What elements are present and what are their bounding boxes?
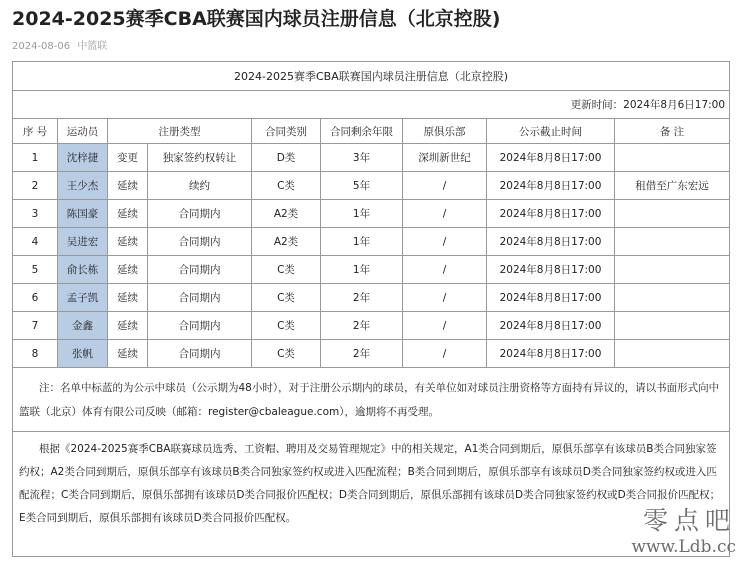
cell-contract-class: A2类 [252,200,321,228]
cell-deadline: 2024年8月8日17:00 [487,340,615,368]
cell-remarks [615,200,730,228]
cell-former-club: / [403,228,487,256]
cell-reg-detail: 合同期内 [148,200,252,228]
table-row [13,312,730,340]
cell-deadline: 2024年8月8日17:00 [487,228,615,256]
cell-player: 王少杰 [58,172,108,200]
watermark-name: 零点吧 [642,506,736,535]
header-contract-class: 合同类别 [252,119,321,144]
cell-years-left: 2年 [321,312,403,340]
cell-contract-class: C类 [252,172,321,200]
rules-body: 根据《2024-2025赛季CBA联赛球员选秀、工资帽、聘用及交易管理规定》中的相关规定，A1类合同到期后，原俱乐部享有该球员B类合同独家签约权；A2类合同到期后，原俱乐部享有该球员B类合同独家签约权或进入匹配流程；B类合同到期后，原俱乐部享有该球员D类合同独家签约权或进入匹配流程；C类合同到期后，原俱乐部拥有该球员D类合同报价匹配权；D类合同到期后，原俱乐部拥有该球员D类合同独家签约权或D类合同报价匹配权；E类合同到期后，原俱乐部拥有该球员D类合同报价匹配权。 [19,443,721,524]
cell-index: 8 [13,340,58,368]
article-meta [12,37,107,52]
cell-reg-detail: 合同期内 [148,340,252,368]
cell-reg-kind: 延续 [108,228,148,256]
cell-player: 金鑫 [58,312,108,340]
header-registration-type: 注册类型 [108,119,252,144]
table-row [13,144,730,172]
notice-text [13,368,730,432]
article-title: 2024-2025赛季CBA联赛国内球员注册信息（北京控股) [12,8,501,30]
update-time: 更新时间：2024年8月6日17:00 [13,91,730,119]
cell-contract-class: C类 [252,256,321,284]
cell-deadline: 2024年8月8日17:00 [487,312,615,340]
cell-years-left: 2年 [321,284,403,312]
cell-index: 5 [13,256,58,284]
cell-former-club: / [403,256,487,284]
cell-player: 张帆 [58,340,108,368]
cell-former-club: / [403,200,487,228]
publish-date: 2024-08-06 [12,41,71,52]
cell-years-left: 2年 [321,340,403,368]
cell-reg-kind: 延续 [108,200,148,228]
cell-player: 孟子凯 [58,284,108,312]
cell-index: 2 [13,172,58,200]
table-header-row [13,119,730,144]
header-remarks: 备 注 [615,119,730,144]
cell-remarks [615,312,730,340]
cell-contract-class: C类 [252,284,321,312]
cell-remarks [615,256,730,284]
cell-deadline: 2024年8月8日17:00 [487,172,615,200]
cell-former-club: / [403,312,487,340]
cell-player: 沈梓捷 [58,144,108,172]
table-row [13,256,730,284]
cell-index: 6 [13,284,58,312]
cell-reg-detail: 合同期内 [148,228,252,256]
table-row [13,228,730,256]
watermark-url: www.Ldb.cc [631,537,736,557]
table-row [13,172,730,200]
header-years-left: 合同剩余年限 [321,119,403,144]
cell-remarks: 租借至广东宏远 [615,172,730,200]
cell-deadline: 2024年8月8日17:00 [487,144,615,172]
header-index: 序 号 [13,119,58,144]
source-link[interactable]: 中篮联 [77,41,108,52]
cell-remarks [615,144,730,172]
cell-remarks [615,284,730,312]
registration-table [12,61,730,557]
cell-remarks [615,340,730,368]
cell-former-club: 深圳新世纪 [403,144,487,172]
cell-reg-kind: 延续 [108,312,148,340]
cell-reg-kind: 变更 [108,144,148,172]
cell-years-left: 3年 [321,144,403,172]
cell-reg-detail: 合同期内 [148,284,252,312]
cell-deadline: 2024年8月8日17:00 [487,200,615,228]
cell-reg-detail: 独家签约权转让 [148,144,252,172]
header-player: 运动员 [58,119,108,144]
rules-text [13,432,730,557]
cell-player: 吴进宏 [58,228,108,256]
cell-former-club: / [403,284,487,312]
cell-contract-class: D类 [252,144,321,172]
cell-deadline: 2024年8月8日17:00 [487,256,615,284]
cell-years-left: 1年 [321,200,403,228]
cell-contract-class: A2类 [252,228,321,256]
cell-player: 俞长栋 [58,256,108,284]
cell-reg-detail: 续约 [148,172,252,200]
cell-contract-class: C类 [252,312,321,340]
cell-former-club: / [403,172,487,200]
cell-contract-class: C类 [252,340,321,368]
cell-reg-kind: 延续 [108,340,148,368]
cell-years-left: 1年 [321,228,403,256]
cell-reg-detail: 合同期内 [148,312,252,340]
cell-index: 3 [13,200,58,228]
table-caption: 2024-2025赛季CBA联赛国内球员注册信息（北京控股) [13,62,730,91]
cell-reg-detail: 合同期内 [148,256,252,284]
cell-index: 1 [13,144,58,172]
cell-index: 4 [13,228,58,256]
cell-former-club: / [403,340,487,368]
table-row [13,340,730,368]
cell-years-left: 1年 [321,256,403,284]
cell-reg-kind: 延续 [108,256,148,284]
cell-index: 7 [13,312,58,340]
cell-years-left: 5年 [321,172,403,200]
cell-remarks [615,228,730,256]
cell-reg-kind: 延续 [108,172,148,200]
watermark [631,508,736,556]
table-row [13,284,730,312]
header-former-club: 原俱乐部 [403,119,487,144]
cell-player: 陈国豪 [58,200,108,228]
cell-deadline: 2024年8月8日17:00 [487,284,615,312]
notice-body: 注：名单中标蓝的为公示中球员（公示期为48小时），对于注册公示期内的球员，有关单位如对球员注册资格等方面持有异议的，请以书面形式向中篮联（北京）体育有限公司反映（邮箱：register@cbaleague.com），逾期将不再受理。 [19,381,720,418]
cell-reg-kind: 延续 [108,284,148,312]
header-deadline: 公示截止时间 [487,119,615,144]
table-row [13,200,730,228]
